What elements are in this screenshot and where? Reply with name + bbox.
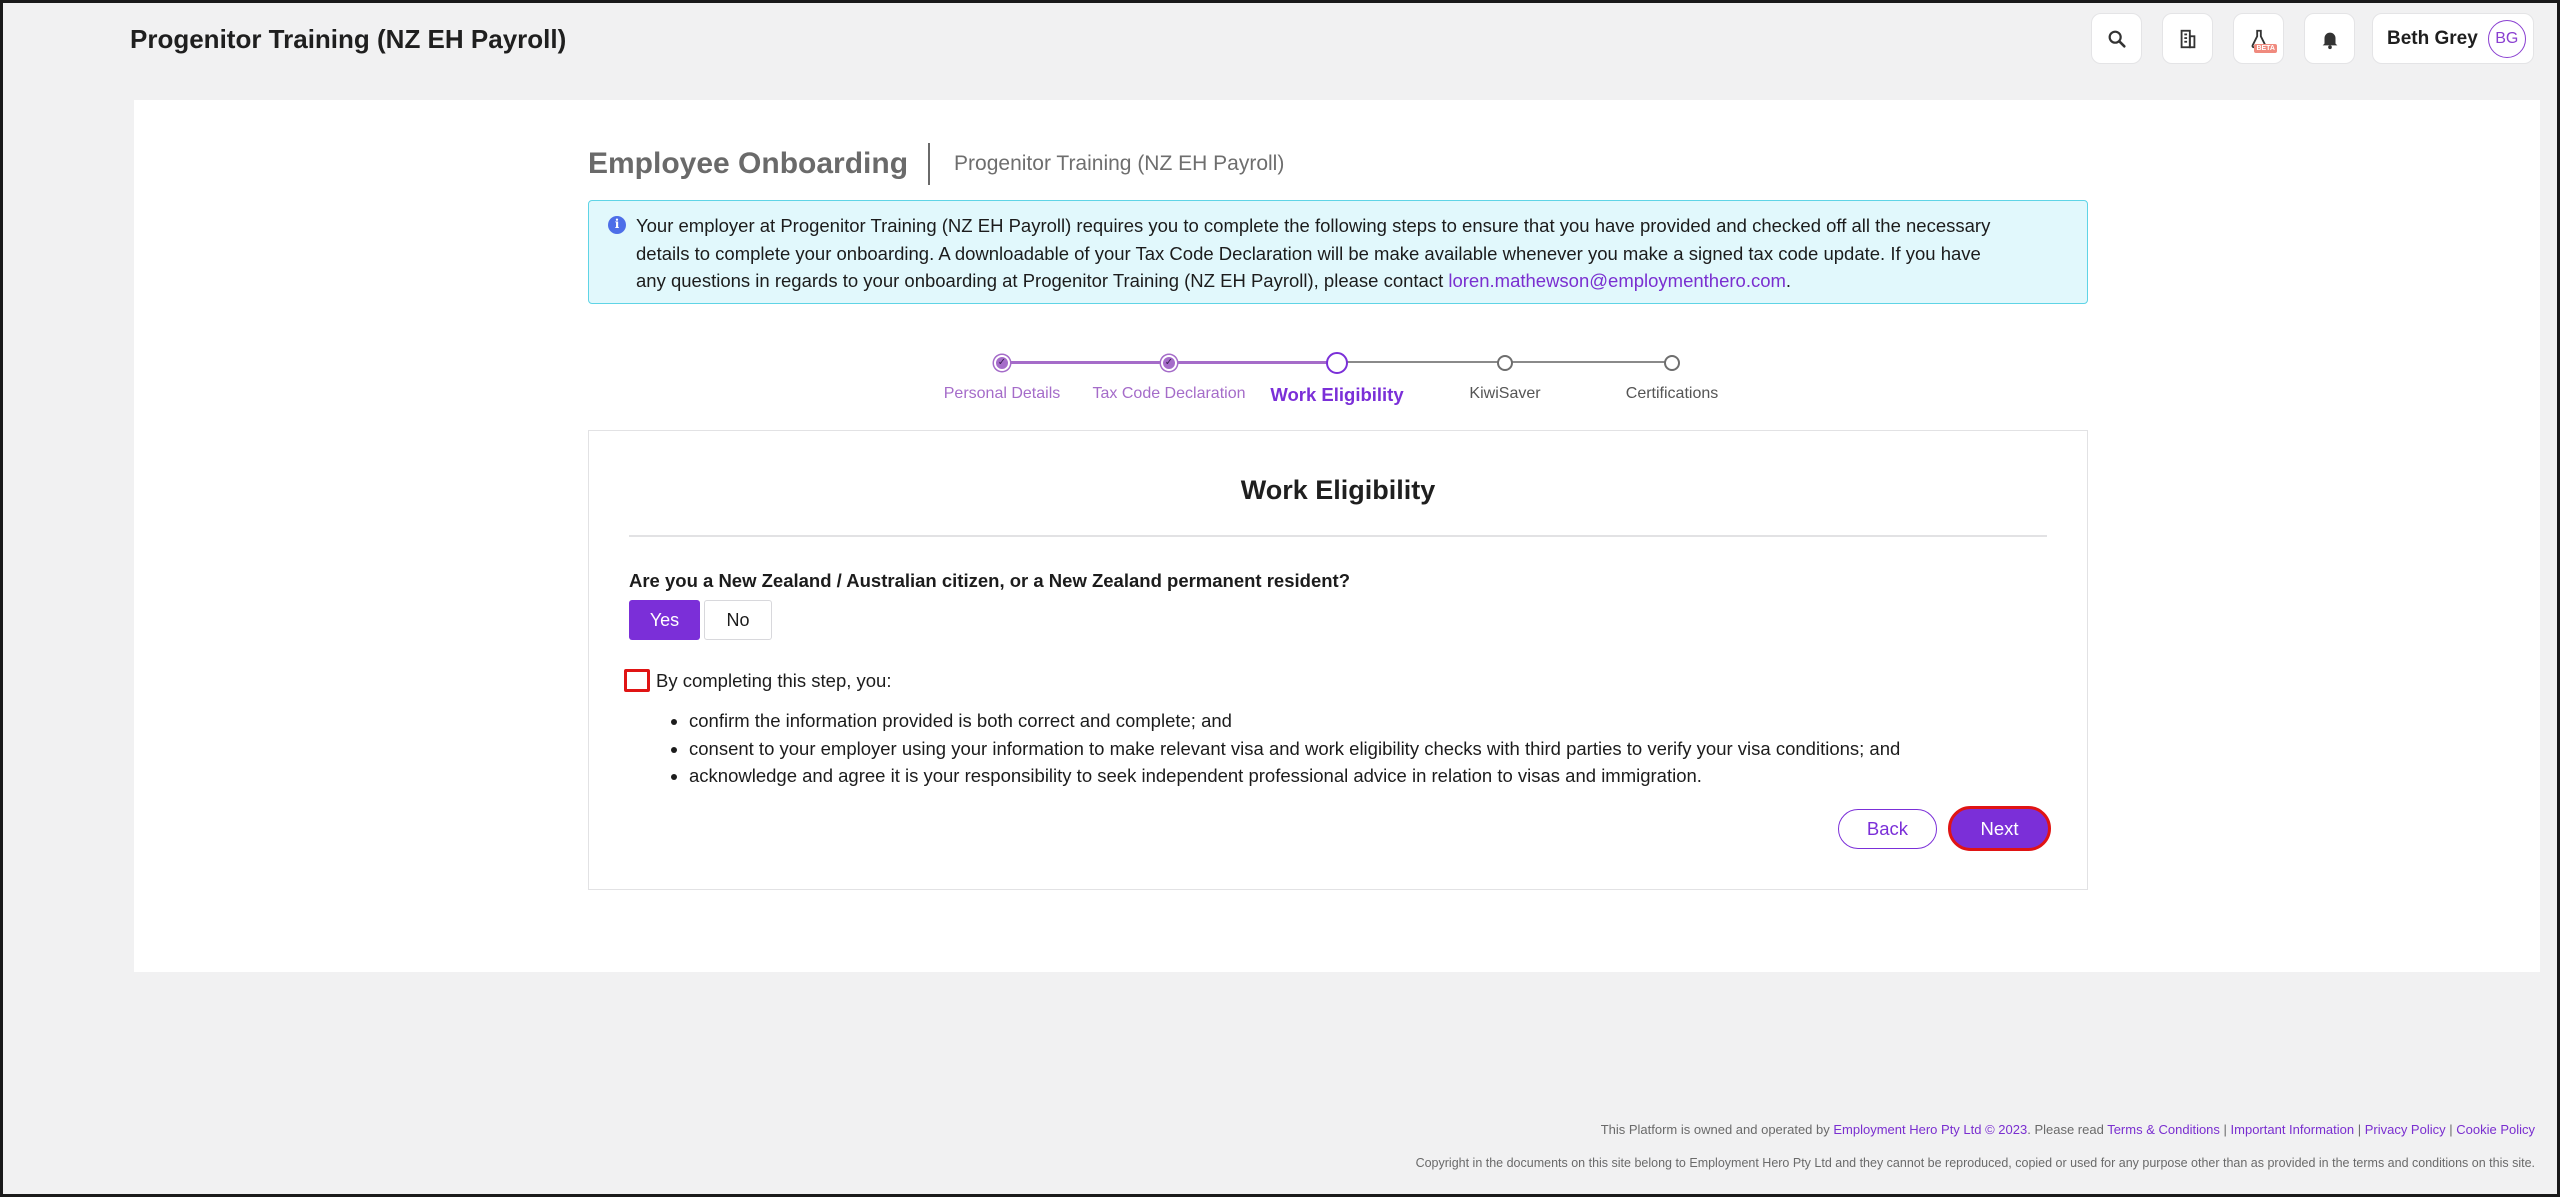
contact-email-link[interactable]: loren.mathewson@employmenthero.com bbox=[1448, 270, 1786, 291]
info-line-2: details to complete your onboarding. A downloadable of your Tax Code Declaration will be make available whenever you make a signed tax code update. If you have bbox=[636, 242, 1981, 264]
consent-list bbox=[689, 707, 1900, 790]
info-line-3-text: any questions in regards to your onboarding at Progenitor Training (NZ EH Payroll), please contact bbox=[636, 270, 1449, 291]
step-completed-indicator: ✓ bbox=[1161, 355, 1177, 371]
top-toolbar bbox=[2091, 13, 2355, 64]
notifications-button[interactable] bbox=[2304, 13, 2355, 64]
stepper-connector bbox=[1169, 361, 1337, 364]
step-pending-indicator bbox=[1497, 355, 1513, 371]
footer-separator: | bbox=[2445, 1122, 2457, 1137]
important-information-link[interactable]: Important Information bbox=[2230, 1122, 2355, 1137]
labs-button[interactable] bbox=[2233, 13, 2284, 64]
step-current-indicator bbox=[1326, 352, 1348, 374]
consent-checkbox[interactable] bbox=[624, 669, 650, 692]
step-completed-indicator: ✓ bbox=[994, 355, 1010, 371]
footer-separator: | bbox=[2354, 1122, 2365, 1137]
beta-badge: BETA bbox=[2256, 45, 2275, 52]
info-line-1: Your employer at Progenitor Training (NZ EH Payroll) requires you to complete the following steps to ensure that you have provided and checked off all the necessary bbox=[636, 215, 1991, 236]
footer-copyright: Copyright in the documents on this site belong to Employment Hero Pty Ltd and they cannot be reproduced, copied or used for any purpose other than as provided in the terms and conditions on this site. bbox=[1415, 1156, 2535, 1170]
no-button[interactable]: No bbox=[704, 600, 772, 640]
step-label-certifications: Certifications bbox=[1625, 385, 1719, 402]
list-item: • acknowledge and agree it is your responsibility to seek independent professional advice in relation to visas and immigration. bbox=[689, 762, 1900, 790]
panel-divider bbox=[629, 535, 2047, 537]
step-label-kiwisaver: KiwiSaver bbox=[1469, 385, 1541, 402]
page-header bbox=[588, 143, 1284, 185]
citizenship-toggle bbox=[629, 600, 772, 640]
terms-link[interactable]: Terms & Conditions bbox=[2107, 1122, 2220, 1137]
list-item: • consent to your employer using your information to make relevant visa and work eligibility checks with third parties to verify your visa conditions; and bbox=[689, 735, 1900, 763]
privacy-policy-link[interactable]: Privacy Policy bbox=[2364, 1122, 2446, 1137]
cookie-policy-link[interactable]: Cookie Policy bbox=[2456, 1122, 2535, 1137]
footer-legal-links bbox=[1601, 1122, 2535, 1137]
footer-separator: | bbox=[2219, 1122, 2231, 1137]
footer-owned-text: This Platform is owned and operated by bbox=[1600, 1122, 1834, 1137]
yes-button[interactable]: Yes bbox=[629, 600, 700, 640]
page-subtitle: Progenitor Training (NZ EH Payroll) bbox=[954, 152, 1285, 175]
bell-icon bbox=[2319, 28, 2341, 50]
header-divider bbox=[928, 143, 930, 185]
stepper-connector bbox=[1002, 361, 1169, 364]
citizenship-question: Are you a New Zealand / Australian citizen, or a New Zealand permanent resident? bbox=[629, 570, 1351, 591]
info-icon: i bbox=[608, 216, 626, 234]
organisation-button[interactable] bbox=[2162, 13, 2213, 64]
building-icon bbox=[2177, 28, 2199, 50]
company-link[interactable]: Employment Hero Pty Ltd © 2023 bbox=[1833, 1122, 2028, 1137]
footer-read-text: . Please read bbox=[2027, 1122, 2108, 1137]
work-eligibility-panel bbox=[588, 430, 2088, 890]
info-banner bbox=[588, 200, 2088, 304]
panel-title: Work Eligibility bbox=[1240, 475, 1436, 505]
next-button[interactable]: Next bbox=[1948, 806, 2051, 851]
back-button[interactable]: Back bbox=[1838, 809, 1937, 849]
list-item: • confirm the information provided is both correct and complete; and bbox=[689, 707, 1900, 735]
consent-label: By completing this step, you: bbox=[656, 669, 892, 691]
info-line-3 bbox=[636, 267, 2067, 295]
user-menu[interactable] bbox=[2372, 13, 2534, 64]
step-pending-indicator bbox=[1664, 355, 1680, 371]
onboarding-stepper bbox=[0, 347, 2560, 407]
avatar: BG bbox=[2488, 20, 2526, 58]
page-title: Employee Onboarding bbox=[588, 147, 909, 180]
consent-row bbox=[624, 669, 891, 692]
stepper-connector bbox=[1337, 361, 1505, 363]
step-label-personal-details[interactable]: Personal Details bbox=[943, 385, 1061, 402]
app-title: Progenitor Training (NZ EH Payroll) bbox=[130, 24, 567, 54]
step-label-work-eligibility: Work Eligibility bbox=[1270, 384, 1404, 405]
stepper-connector bbox=[1505, 361, 1672, 363]
search-icon bbox=[2106, 28, 2128, 50]
step-label-tax-code-declaration[interactable]: Tax Code Declaration bbox=[1092, 385, 1246, 402]
user-name: Beth Grey bbox=[2387, 27, 2478, 49]
search-button[interactable] bbox=[2091, 13, 2142, 64]
info-line-3-end: . bbox=[1785, 270, 1792, 291]
